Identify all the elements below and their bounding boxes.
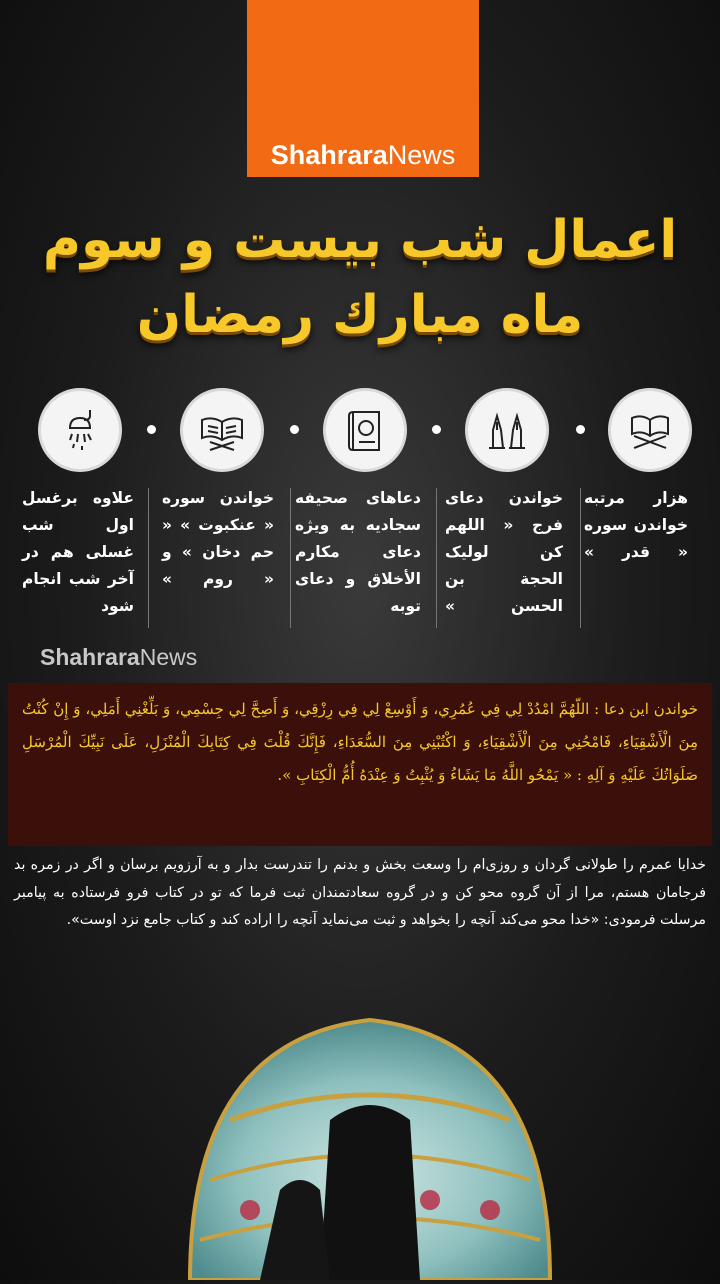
- brand-name-bold: Shahrara: [270, 140, 388, 170]
- column-divider: [436, 488, 437, 628]
- column-divider: [580, 488, 581, 628]
- prayer-book-icon: [323, 388, 407, 472]
- shower-icon: [38, 388, 122, 472]
- separator-dot: [576, 425, 585, 434]
- praying-hands-icon: [465, 388, 549, 472]
- item-text-4: خواندن سوره « عنکبوت » « حم دخان » و « روم »: [162, 489, 274, 588]
- item-text-5: علاوه برغسل اول شب غسلی هم در آخر شب انجام شود: [22, 489, 134, 615]
- item-text-3: دعاهای صحیفه سجادیه به ویژه دعای مکارم الأخلاق و دعای توبه: [295, 489, 421, 615]
- watermark-bold: Shahrara: [40, 644, 140, 670]
- item-text-1: هزار مرتبه خواندن سوره « قدر »: [584, 489, 688, 561]
- brand-logo: [247, 0, 479, 177]
- page-title-line1: اعمال شب بیست و سوم: [42, 210, 678, 270]
- column-divider: [148, 488, 149, 628]
- item-text-2: خواندن دعای فرج « اللهم کن لولیک الحجة بن الحسن »: [445, 489, 563, 615]
- column-divider: [290, 488, 291, 628]
- brand-logo-text: [247, 140, 479, 171]
- dua-text: خواندن این دعا : اللّهُمَّ امْدُدْ لِي فِي عُمُرِي، وَ أَوْسِعْ لِي فِي رِزْقِي، وَ أَصِحَّ لِي جِسْمِي، وَ بَلِّغْنِي أَمَلِي، وَ إِنْ كُنْتُ مِنَ الْأَشْقِيَاءِ، فَامْحُنِي مِنَ الْأَشْقِيَاءِ، وَ اكْتُبْنِي مِنَ السُّعَدَاءِ، فَإِنَّكَ قُلْتَ فِي كِتَابِكَ الْمُنْزَلِ، عَلَى نَبِيِّكَ الْمُرْسَلِ صَلَوَاتُكَ عَلَيْهِ وَ آلِهِ : « يَمْحُو اللَّهُ مَا يَشَاءُ وَ يُثْبِتُ وَ عِنْدَهُ أُمُّ الْكِتَابِ ».: [8, 683, 712, 846]
- shrine-dome-illustration: [170, 1010, 570, 1280]
- quran-stand-icon: [608, 388, 692, 472]
- dua-translation: خدایا عمرم را طولانی گردان و روزی‌ام را وسعت بخش و بدنم را تندرست بدار و به آرزویم برسان و اگر در زمره بد فرجامان هستم، مرا از آن گروه محو کن و در گروه سعادتمندان ثبت فرما که تو در کتاب فرو فرستاده به پیامبر مرسلت فرمودی: «خدا محو می‌کند آنچه را بخواهد و ثبت می‌نماید آنچه را اراده کند و کتاب جامع نزد اوست».: [14, 857, 706, 928]
- separator-dot: [147, 425, 156, 434]
- separator-dot: [290, 425, 299, 434]
- watermark-light: News: [139, 644, 198, 670]
- open-quran-icon: [180, 388, 264, 472]
- brand-watermark: [40, 644, 197, 671]
- separator-dot: [432, 425, 441, 434]
- page-title-line2: ماه مبارك رمضان: [136, 285, 584, 345]
- brand-name-light: News: [387, 140, 456, 170]
